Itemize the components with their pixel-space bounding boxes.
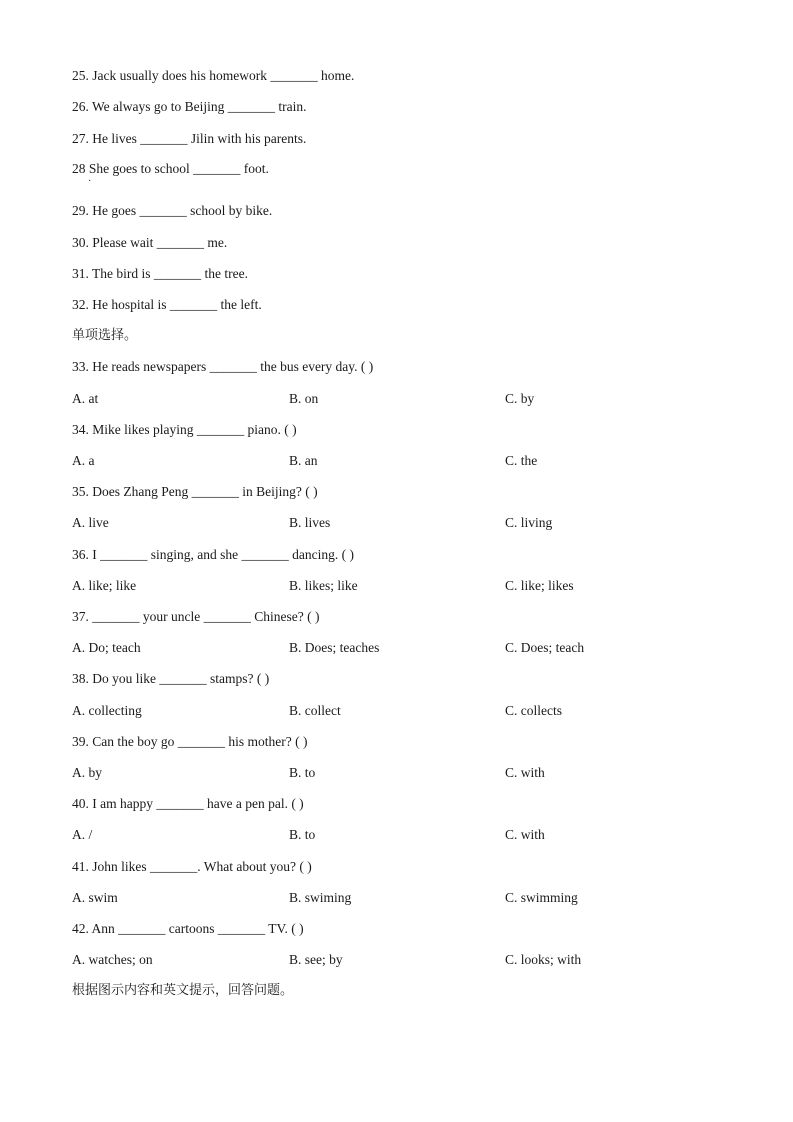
option-c: C. with (505, 765, 545, 780)
option-a: A. by (72, 765, 102, 780)
option-a: A. Do; teach (72, 640, 141, 655)
question-30: 30. Please wait _______ me. (72, 235, 228, 250)
question-36: 36. I _______ singing, and she _______ dancing. ( ) (72, 547, 354, 562)
question-32: 32. He hospital is _______ the left. (72, 297, 262, 312)
option-b: B. an (289, 453, 318, 468)
option-a: A. a (72, 453, 95, 468)
option-b: B. Does; teaches (289, 640, 380, 655)
option-a: A. at (72, 391, 99, 406)
question-25: 25. Jack usually does his homework _______ home. (72, 68, 355, 83)
option-c: C. by (505, 391, 535, 406)
question-41: 41. John likes _______. What about you? ( ) (72, 859, 312, 874)
question-42: 42. Ann _______ cartoons _______ TV. ( ) (72, 921, 304, 936)
option-c: C. looks; with (505, 952, 582, 967)
option-c: C. with (505, 827, 545, 842)
option-c: C. swimming (505, 890, 578, 905)
option-a: A. swim (72, 890, 118, 905)
question-37: 37. _______ your uncle _______ Chinese? ( ) (72, 609, 320, 624)
option-a: A. collecting (72, 703, 142, 718)
question-31: 31. The bird is _______ the tree. (72, 266, 248, 281)
question-28: 28 She goes to school _______ foot. (72, 161, 269, 176)
option-a: A. like; like (72, 578, 137, 593)
option-b: B. collect (289, 703, 341, 718)
question-40: 40. I am happy _______ have a pen pal. ( ) (72, 796, 304, 811)
option-b: B. see; by (289, 952, 343, 967)
option-c: C. like; likes (505, 578, 574, 593)
option-a: A. watches; on (72, 952, 153, 967)
option-c: C. collects (505, 703, 562, 718)
section-heading-picture-questions: 根据图示内容和英文提示，回答问题。 (72, 983, 294, 998)
option-b: B. to (289, 765, 316, 780)
option-c: C. living (505, 515, 553, 530)
option-b: B. swiming (289, 890, 352, 905)
option-b: B. lives (289, 515, 331, 530)
question-29: 29. He goes _______ school by bike. (72, 203, 273, 218)
question-34: 34. Mike likes playing _______ piano. ( ) (72, 422, 297, 437)
option-c: C. Does; teach (505, 640, 585, 655)
question-38: 38. Do you like _______ stamps? ( ) (72, 671, 270, 686)
stray-dot: · (88, 176, 92, 187)
option-a: A. / (72, 827, 93, 842)
question-35: 35. Does Zhang Peng _______ in Beijing? ( ) (72, 484, 318, 499)
option-b: B. on (289, 391, 319, 406)
option-b: B. likes; like (289, 578, 358, 593)
question-33: 33. He reads newspapers _______ the bus every day. ( ) (72, 359, 374, 374)
question-26: 26. We always go to Beijing _______ train. (72, 99, 307, 114)
section-heading-multiple-choice: 单项选择。 (72, 328, 138, 343)
option-b: B. to (289, 827, 316, 842)
option-a: A. live (72, 515, 109, 530)
question-27: 27. He lives _______ Jilin with his parents. (72, 131, 307, 146)
option-c: C. the (505, 453, 538, 468)
question-39: 39. Can the boy go _______ his mother? ( ) (72, 734, 308, 749)
